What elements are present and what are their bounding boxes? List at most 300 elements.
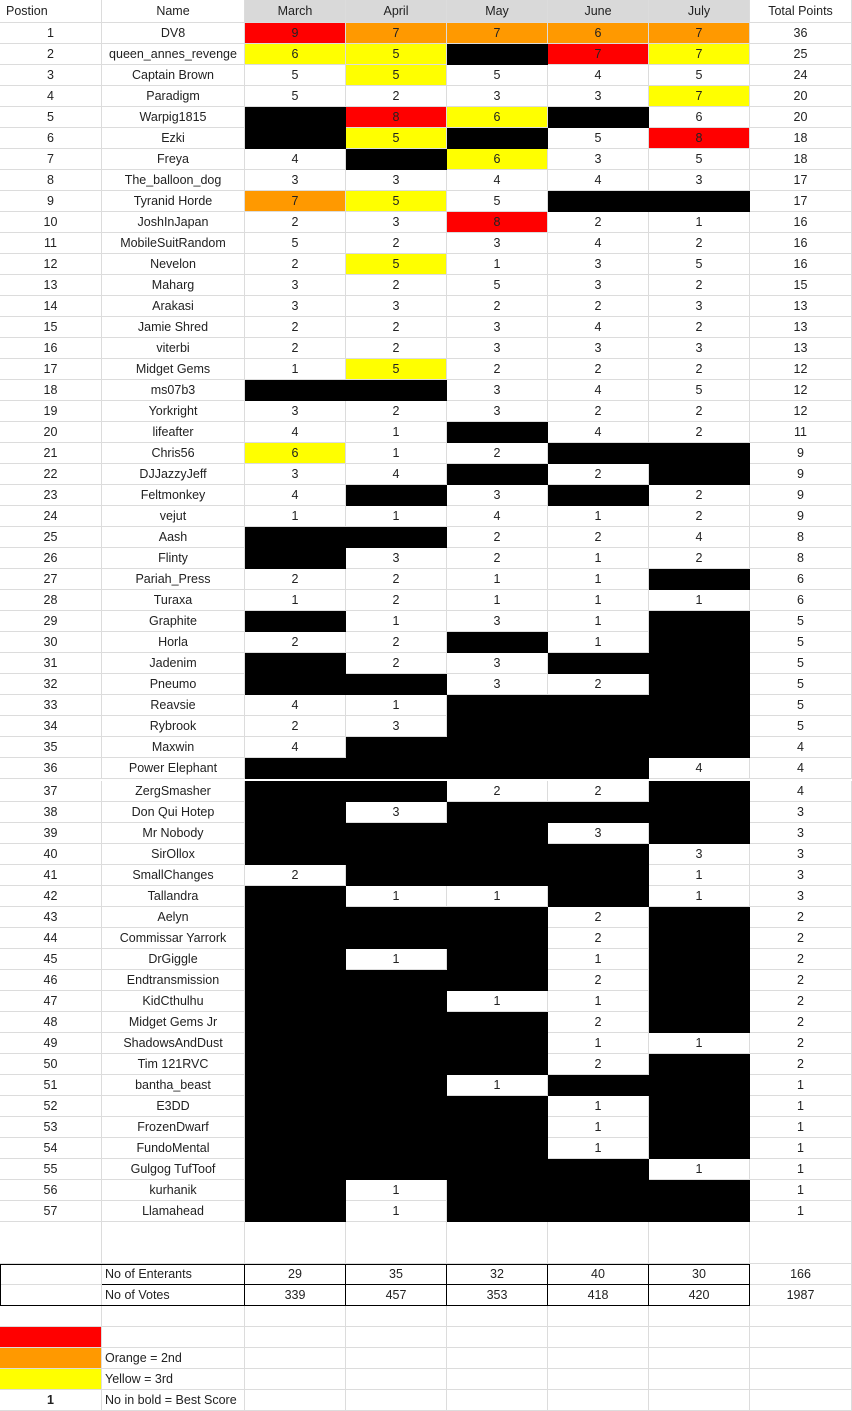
legend-text[interactable]: Orange = 2nd bbox=[102, 1348, 245, 1369]
month-score-cell[interactable]: 3 bbox=[447, 611, 548, 632]
month-score-cell[interactable] bbox=[649, 1180, 750, 1201]
month-score-cell[interactable] bbox=[548, 443, 649, 464]
total-points-cell[interactable]: 2 bbox=[750, 949, 852, 970]
month-score-cell[interactable]: 3 bbox=[447, 86, 548, 107]
month-score-cell[interactable]: 2 bbox=[649, 317, 750, 338]
position-cell[interactable]: 30 bbox=[0, 632, 102, 653]
summary-label-cell[interactable]: No of Enterants bbox=[102, 1264, 245, 1285]
month-score-cell[interactable] bbox=[447, 802, 548, 823]
month-score-cell[interactable] bbox=[548, 1159, 649, 1180]
month-score-cell[interactable] bbox=[649, 443, 750, 464]
player-name-cell[interactable]: lifeafter bbox=[102, 422, 245, 443]
month-score-cell[interactable]: 7 bbox=[649, 44, 750, 65]
position-cell[interactable]: 42 bbox=[0, 886, 102, 907]
month-score-cell[interactable] bbox=[447, 716, 548, 737]
empty-cell[interactable] bbox=[649, 1306, 750, 1327]
position-cell[interactable]: 14 bbox=[0, 296, 102, 317]
position-cell[interactable]: 34 bbox=[0, 716, 102, 737]
empty-cell[interactable] bbox=[0, 1264, 102, 1285]
position-cell[interactable]: 45 bbox=[0, 949, 102, 970]
empty-cell[interactable] bbox=[548, 1327, 649, 1348]
month-score-cell[interactable]: 9 bbox=[245, 23, 346, 44]
player-name-cell[interactable]: FundoMental bbox=[102, 1138, 245, 1159]
month-score-cell[interactable] bbox=[245, 802, 346, 823]
position-cell[interactable]: 2 bbox=[0, 44, 102, 65]
position-cell[interactable]: 57 bbox=[0, 1201, 102, 1222]
position-cell[interactable]: 53 bbox=[0, 1117, 102, 1138]
month-score-cell[interactable]: 2 bbox=[245, 338, 346, 359]
month-score-cell[interactable] bbox=[245, 991, 346, 1012]
summary-value-cell[interactable]: 457 bbox=[346, 1285, 447, 1306]
month-score-cell[interactable] bbox=[548, 886, 649, 907]
player-name-cell[interactable]: JoshInJapan bbox=[102, 212, 245, 233]
empty-cell[interactable] bbox=[548, 1348, 649, 1369]
position-cell[interactable]: 1 bbox=[0, 23, 102, 44]
total-points-cell[interactable]: 2 bbox=[750, 991, 852, 1012]
total-points-cell[interactable]: 17 bbox=[750, 191, 852, 212]
player-name-cell[interactable]: FrozenDwarf bbox=[102, 1117, 245, 1138]
month-score-cell[interactable] bbox=[245, 949, 346, 970]
player-name-cell[interactable]: Tyranid Horde bbox=[102, 191, 245, 212]
legend-text[interactable]: No in bold = Best Score bbox=[102, 1390, 245, 1411]
month-score-cell[interactable] bbox=[346, 907, 447, 928]
empty-cell[interactable] bbox=[548, 1306, 649, 1327]
month-score-cell[interactable]: 6 bbox=[447, 149, 548, 170]
month-score-cell[interactable] bbox=[245, 781, 346, 802]
total-points-cell[interactable]: 9 bbox=[750, 485, 852, 506]
month-score-cell[interactable] bbox=[447, 970, 548, 991]
month-score-cell[interactable]: 5 bbox=[548, 128, 649, 149]
player-name-cell[interactable]: ZergSmasher bbox=[102, 781, 245, 802]
total-points-cell[interactable]: 13 bbox=[750, 296, 852, 317]
month-score-cell[interactable]: 2 bbox=[649, 233, 750, 254]
month-score-cell[interactable]: 1 bbox=[447, 254, 548, 275]
total-points-cell[interactable]: 5 bbox=[750, 674, 852, 695]
month-score-cell[interactable]: 2 bbox=[346, 590, 447, 611]
total-points-cell[interactable]: 1 bbox=[750, 1096, 852, 1117]
month-score-cell[interactable] bbox=[245, 886, 346, 907]
player-name-cell[interactable]: queen_annes_revenge bbox=[102, 44, 245, 65]
summary-total-cell[interactable]: 166 bbox=[750, 1264, 852, 1285]
position-cell[interactable]: 24 bbox=[0, 506, 102, 527]
month-score-cell[interactable]: 5 bbox=[346, 44, 447, 65]
position-cell[interactable]: 46 bbox=[0, 970, 102, 991]
month-score-cell[interactable] bbox=[245, 758, 346, 779]
position-cell[interactable]: 22 bbox=[0, 464, 102, 485]
month-score-cell[interactable] bbox=[649, 991, 750, 1012]
month-score-cell[interactable] bbox=[649, 716, 750, 737]
total-points-cell[interactable]: 24 bbox=[750, 65, 852, 86]
player-name-cell[interactable]: Warpig1815 bbox=[102, 107, 245, 128]
total-points-cell[interactable]: 2 bbox=[750, 970, 852, 991]
position-cell[interactable]: 8 bbox=[0, 170, 102, 191]
month-score-cell[interactable]: 1 bbox=[548, 548, 649, 569]
month-score-cell[interactable]: 2 bbox=[245, 632, 346, 653]
empty-cell[interactable] bbox=[649, 1348, 750, 1369]
empty-cell[interactable] bbox=[750, 1348, 852, 1369]
month-score-cell[interactable]: 2 bbox=[245, 317, 346, 338]
player-name-cell[interactable]: Pariah_Press bbox=[102, 569, 245, 590]
total-points-cell[interactable]: 2 bbox=[750, 1012, 852, 1033]
month-score-cell[interactable]: 3 bbox=[245, 170, 346, 191]
month-score-cell[interactable] bbox=[346, 1096, 447, 1117]
empty-cell[interactable] bbox=[447, 1369, 548, 1390]
month-score-cell[interactable]: 8 bbox=[649, 128, 750, 149]
month-score-cell[interactable] bbox=[245, 1180, 346, 1201]
position-cell[interactable]: 26 bbox=[0, 548, 102, 569]
position-cell[interactable]: 55 bbox=[0, 1159, 102, 1180]
empty-cell[interactable] bbox=[447, 1390, 548, 1411]
position-cell[interactable]: 54 bbox=[0, 1138, 102, 1159]
total-points-cell[interactable]: 12 bbox=[750, 401, 852, 422]
month-score-cell[interactable] bbox=[447, 928, 548, 949]
month-score-cell[interactable]: 5 bbox=[447, 275, 548, 296]
month-score-cell[interactable] bbox=[649, 802, 750, 823]
month-score-cell[interactable] bbox=[346, 1159, 447, 1180]
name-header[interactable]: Name bbox=[102, 0, 245, 23]
total-points-cell[interactable]: 2 bbox=[750, 928, 852, 949]
position-cell[interactable]: 6 bbox=[0, 128, 102, 149]
total-points-cell[interactable]: 15 bbox=[750, 275, 852, 296]
month-score-cell[interactable]: 1 bbox=[346, 443, 447, 464]
position-cell[interactable]: 7 bbox=[0, 149, 102, 170]
month-score-cell[interactable]: 2 bbox=[649, 401, 750, 422]
total-points-cell[interactable]: 25 bbox=[750, 44, 852, 65]
month-score-cell[interactable] bbox=[548, 865, 649, 886]
position-cell[interactable]: 52 bbox=[0, 1096, 102, 1117]
month-score-cell[interactable]: 1 bbox=[649, 1033, 750, 1054]
player-name-cell[interactable]: Midget Gems Jr bbox=[102, 1012, 245, 1033]
empty-cell[interactable] bbox=[649, 1327, 750, 1348]
legend-swatch[interactable]: 1 bbox=[0, 1390, 102, 1411]
month-score-cell[interactable] bbox=[447, 1201, 548, 1222]
month-score-cell[interactable]: 2 bbox=[649, 422, 750, 443]
month-score-cell[interactable]: 2 bbox=[548, 464, 649, 485]
month-score-cell[interactable]: 4 bbox=[548, 380, 649, 401]
month-score-cell[interactable]: 3 bbox=[447, 380, 548, 401]
month-score-cell[interactable]: 2 bbox=[548, 296, 649, 317]
player-name-cell[interactable]: Yorkright bbox=[102, 401, 245, 422]
month-score-cell[interactable]: 1 bbox=[346, 886, 447, 907]
player-name-cell[interactable]: Endtransmission bbox=[102, 970, 245, 991]
position-cell[interactable]: 43 bbox=[0, 907, 102, 928]
position-cell[interactable]: 35 bbox=[0, 737, 102, 758]
month-score-cell[interactable] bbox=[649, 1012, 750, 1033]
total-points-cell[interactable]: 36 bbox=[750, 23, 852, 44]
month-score-cell[interactable] bbox=[346, 781, 447, 802]
position-cell[interactable]: 40 bbox=[0, 844, 102, 865]
empty-cell[interactable] bbox=[0, 1285, 102, 1306]
month-score-cell[interactable]: 6 bbox=[245, 443, 346, 464]
month-score-cell[interactable] bbox=[447, 865, 548, 886]
month-score-cell[interactable]: 1 bbox=[447, 569, 548, 590]
month-score-cell[interactable]: 2 bbox=[245, 212, 346, 233]
april-header[interactable]: April bbox=[346, 0, 447, 23]
month-score-cell[interactable] bbox=[447, 632, 548, 653]
position-cell[interactable]: 15 bbox=[0, 317, 102, 338]
month-score-cell[interactable]: 3 bbox=[245, 464, 346, 485]
month-score-cell[interactable] bbox=[447, 1033, 548, 1054]
month-score-cell[interactable] bbox=[649, 464, 750, 485]
month-score-cell[interactable]: 3 bbox=[346, 716, 447, 737]
month-score-cell[interactable] bbox=[245, 1033, 346, 1054]
player-name-cell[interactable]: Horla bbox=[102, 632, 245, 653]
player-name-cell[interactable]: ShadowsAndDust bbox=[102, 1033, 245, 1054]
month-score-cell[interactable]: 1 bbox=[447, 1075, 548, 1096]
month-score-cell[interactable]: 8 bbox=[346, 107, 447, 128]
position-cell[interactable]: 13 bbox=[0, 275, 102, 296]
total-points-cell[interactable]: 6 bbox=[750, 590, 852, 611]
month-score-cell[interactable] bbox=[245, 653, 346, 674]
month-score-cell[interactable]: 2 bbox=[447, 359, 548, 380]
month-score-cell[interactable]: 1 bbox=[548, 991, 649, 1012]
month-score-cell[interactable] bbox=[649, 1054, 750, 1075]
empty-cell[interactable] bbox=[102, 1222, 245, 1264]
total-points-cell[interactable]: 20 bbox=[750, 107, 852, 128]
month-score-cell[interactable] bbox=[548, 191, 649, 212]
month-score-cell[interactable] bbox=[649, 1075, 750, 1096]
position-cell[interactable]: 11 bbox=[0, 233, 102, 254]
month-score-cell[interactable] bbox=[245, 611, 346, 632]
month-score-cell[interactable]: 2 bbox=[346, 632, 447, 653]
position-cell[interactable]: 5 bbox=[0, 107, 102, 128]
month-score-cell[interactable]: 7 bbox=[346, 23, 447, 44]
month-score-cell[interactable]: 2 bbox=[346, 275, 447, 296]
summary-value-cell[interactable]: 29 bbox=[245, 1264, 346, 1285]
month-score-cell[interactable]: 3 bbox=[346, 170, 447, 191]
month-score-cell[interactable]: 2 bbox=[649, 506, 750, 527]
month-score-cell[interactable]: 1 bbox=[346, 611, 447, 632]
month-score-cell[interactable] bbox=[548, 695, 649, 716]
month-score-cell[interactable] bbox=[245, 823, 346, 844]
player-name-cell[interactable]: Gulgog TufToof bbox=[102, 1159, 245, 1180]
month-score-cell[interactable]: 2 bbox=[447, 781, 548, 802]
month-score-cell[interactable]: 2 bbox=[346, 401, 447, 422]
empty-cell[interactable] bbox=[750, 1222, 852, 1264]
month-score-cell[interactable]: 2 bbox=[346, 233, 447, 254]
total-points-cell[interactable]: 20 bbox=[750, 86, 852, 107]
month-score-cell[interactable]: 4 bbox=[649, 758, 750, 779]
march-header[interactable]: March bbox=[245, 0, 346, 23]
month-score-cell[interactable]: 3 bbox=[548, 275, 649, 296]
total-points-cell[interactable]: 1 bbox=[750, 1138, 852, 1159]
month-score-cell[interactable]: 3 bbox=[346, 802, 447, 823]
month-score-cell[interactable] bbox=[346, 674, 447, 695]
month-score-cell[interactable] bbox=[245, 1138, 346, 1159]
month-score-cell[interactable]: 3 bbox=[548, 149, 649, 170]
month-score-cell[interactable] bbox=[548, 758, 649, 779]
player-name-cell[interactable]: Maharg bbox=[102, 275, 245, 296]
month-score-cell[interactable] bbox=[649, 695, 750, 716]
total-points-cell[interactable]: 9 bbox=[750, 443, 852, 464]
month-score-cell[interactable] bbox=[447, 844, 548, 865]
position-cell[interactable]: 56 bbox=[0, 1180, 102, 1201]
empty-cell[interactable] bbox=[245, 1222, 346, 1264]
total-points-cell[interactable]: 5 bbox=[750, 611, 852, 632]
position-cell[interactable]: 28 bbox=[0, 590, 102, 611]
player-name-cell[interactable]: Pneumo bbox=[102, 674, 245, 695]
month-score-cell[interactable]: 1 bbox=[447, 886, 548, 907]
month-score-cell[interactable]: 7 bbox=[548, 44, 649, 65]
month-score-cell[interactable]: 3 bbox=[447, 317, 548, 338]
empty-cell[interactable] bbox=[0, 1222, 102, 1264]
month-score-cell[interactable]: 7 bbox=[649, 23, 750, 44]
month-score-cell[interactable] bbox=[447, 823, 548, 844]
player-name-cell[interactable]: Tim 121RVC bbox=[102, 1054, 245, 1075]
position-cell[interactable]: 50 bbox=[0, 1054, 102, 1075]
month-score-cell[interactable] bbox=[649, 970, 750, 991]
month-score-cell[interactable] bbox=[245, 128, 346, 149]
month-score-cell[interactable]: 6 bbox=[245, 44, 346, 65]
july-header[interactable]: July bbox=[649, 0, 750, 23]
month-score-cell[interactable]: 2 bbox=[346, 317, 447, 338]
month-score-cell[interactable] bbox=[447, 907, 548, 928]
month-score-cell[interactable] bbox=[245, 844, 346, 865]
month-score-cell[interactable]: 4 bbox=[548, 317, 649, 338]
month-score-cell[interactable] bbox=[245, 107, 346, 128]
month-score-cell[interactable]: 1 bbox=[649, 865, 750, 886]
position-cell[interactable]: 4 bbox=[0, 86, 102, 107]
month-score-cell[interactable] bbox=[649, 928, 750, 949]
position-cell[interactable]: 25 bbox=[0, 527, 102, 548]
month-score-cell[interactable]: 2 bbox=[649, 548, 750, 569]
total-points-cell[interactable]: 3 bbox=[750, 802, 852, 823]
month-score-cell[interactable] bbox=[649, 1117, 750, 1138]
month-score-cell[interactable] bbox=[346, 970, 447, 991]
month-score-cell[interactable]: 2 bbox=[447, 296, 548, 317]
summary-value-cell[interactable]: 353 bbox=[447, 1285, 548, 1306]
player-name-cell[interactable]: Commissar Yarrork bbox=[102, 928, 245, 949]
player-name-cell[interactable]: Llamahead bbox=[102, 1201, 245, 1222]
month-score-cell[interactable]: 3 bbox=[447, 485, 548, 506]
month-score-cell[interactable] bbox=[245, 674, 346, 695]
month-score-cell[interactable]: 5 bbox=[346, 191, 447, 212]
player-name-cell[interactable]: Rybrook bbox=[102, 716, 245, 737]
total-points-cell[interactable]: 12 bbox=[750, 380, 852, 401]
month-score-cell[interactable] bbox=[649, 632, 750, 653]
player-name-cell[interactable]: viterbi bbox=[102, 338, 245, 359]
player-name-cell[interactable]: Reavsie bbox=[102, 695, 245, 716]
month-score-cell[interactable] bbox=[245, 548, 346, 569]
empty-cell[interactable] bbox=[447, 1327, 548, 1348]
month-score-cell[interactable]: 5 bbox=[346, 359, 447, 380]
month-score-cell[interactable]: 2 bbox=[346, 86, 447, 107]
month-score-cell[interactable] bbox=[245, 527, 346, 548]
month-score-cell[interactable] bbox=[447, 949, 548, 970]
may-header[interactable]: May bbox=[447, 0, 548, 23]
month-score-cell[interactable]: 2 bbox=[548, 1012, 649, 1033]
total-points-cell[interactable]: 3 bbox=[750, 844, 852, 865]
month-score-cell[interactable] bbox=[548, 107, 649, 128]
total-points-cell[interactable]: 4 bbox=[750, 758, 852, 779]
empty-cell[interactable] bbox=[750, 1306, 852, 1327]
month-score-cell[interactable]: 4 bbox=[245, 422, 346, 443]
month-score-cell[interactable] bbox=[346, 928, 447, 949]
total-points-cell[interactable]: 16 bbox=[750, 254, 852, 275]
month-score-cell[interactable]: 2 bbox=[548, 401, 649, 422]
player-name-cell[interactable]: The_balloon_dog bbox=[102, 170, 245, 191]
month-score-cell[interactable] bbox=[649, 569, 750, 590]
month-score-cell[interactable]: 1 bbox=[649, 1159, 750, 1180]
player-name-cell[interactable]: DV8 bbox=[102, 23, 245, 44]
month-score-cell[interactable] bbox=[245, 1012, 346, 1033]
month-score-cell[interactable]: 3 bbox=[346, 212, 447, 233]
month-score-cell[interactable]: 4 bbox=[245, 737, 346, 758]
month-score-cell[interactable]: 2 bbox=[548, 907, 649, 928]
player-name-cell[interactable]: Arakasi bbox=[102, 296, 245, 317]
position-cell[interactable]: 48 bbox=[0, 1012, 102, 1033]
month-score-cell[interactable] bbox=[649, 949, 750, 970]
month-score-cell[interactable]: 2 bbox=[447, 548, 548, 569]
month-score-cell[interactable]: 6 bbox=[548, 23, 649, 44]
month-score-cell[interactable]: 1 bbox=[548, 506, 649, 527]
summary-value-cell[interactable]: 32 bbox=[447, 1264, 548, 1285]
total-points-cell[interactable]: 3 bbox=[750, 865, 852, 886]
month-score-cell[interactable]: 3 bbox=[649, 296, 750, 317]
total-points-cell[interactable]: 4 bbox=[750, 737, 852, 758]
month-score-cell[interactable]: 1 bbox=[346, 422, 447, 443]
month-score-cell[interactable] bbox=[447, 737, 548, 758]
month-score-cell[interactable]: 2 bbox=[548, 674, 649, 695]
total-points-cell[interactable]: 3 bbox=[750, 886, 852, 907]
position-cell[interactable]: 16 bbox=[0, 338, 102, 359]
month-score-cell[interactable]: 5 bbox=[346, 254, 447, 275]
month-score-cell[interactable]: 5 bbox=[447, 191, 548, 212]
month-score-cell[interactable] bbox=[447, 1096, 548, 1117]
month-score-cell[interactable] bbox=[346, 149, 447, 170]
total-points-cell[interactable]: 16 bbox=[750, 212, 852, 233]
month-score-cell[interactable]: 2 bbox=[548, 527, 649, 548]
month-score-cell[interactable] bbox=[649, 737, 750, 758]
month-score-cell[interactable]: 5 bbox=[245, 86, 346, 107]
player-name-cell[interactable]: KidCthulhu bbox=[102, 991, 245, 1012]
position-cell[interactable]: 3 bbox=[0, 65, 102, 86]
month-score-cell[interactable] bbox=[447, 1054, 548, 1075]
total-points-cell[interactable]: 3 bbox=[750, 823, 852, 844]
month-score-cell[interactable] bbox=[245, 970, 346, 991]
month-score-cell[interactable]: 5 bbox=[245, 233, 346, 254]
empty-cell[interactable] bbox=[548, 1369, 649, 1390]
month-score-cell[interactable] bbox=[649, 674, 750, 695]
total-points-cell[interactable]: 5 bbox=[750, 632, 852, 653]
month-score-cell[interactable]: 3 bbox=[548, 338, 649, 359]
month-score-cell[interactable] bbox=[649, 611, 750, 632]
month-score-cell[interactable]: 6 bbox=[649, 107, 750, 128]
player-name-cell[interactable]: Jadenim bbox=[102, 653, 245, 674]
month-score-cell[interactable]: 3 bbox=[447, 653, 548, 674]
total-points-cell[interactable]: 16 bbox=[750, 233, 852, 254]
total-points-cell[interactable]: 17 bbox=[750, 170, 852, 191]
month-score-cell[interactable]: 2 bbox=[548, 1054, 649, 1075]
empty-cell[interactable] bbox=[346, 1348, 447, 1369]
month-score-cell[interactable] bbox=[346, 380, 447, 401]
month-score-cell[interactable]: 6 bbox=[447, 107, 548, 128]
position-cell[interactable]: 44 bbox=[0, 928, 102, 949]
month-score-cell[interactable] bbox=[346, 527, 447, 548]
position-cell[interactable]: 17 bbox=[0, 359, 102, 380]
month-score-cell[interactable]: 1 bbox=[649, 590, 750, 611]
month-score-cell[interactable]: 1 bbox=[548, 611, 649, 632]
month-score-cell[interactable] bbox=[346, 737, 447, 758]
month-score-cell[interactable] bbox=[447, 422, 548, 443]
month-score-cell[interactable]: 3 bbox=[245, 296, 346, 317]
month-score-cell[interactable]: 1 bbox=[649, 886, 750, 907]
month-score-cell[interactable]: 2 bbox=[649, 359, 750, 380]
month-score-cell[interactable]: 2 bbox=[548, 212, 649, 233]
month-score-cell[interactable] bbox=[346, 844, 447, 865]
month-score-cell[interactable]: 3 bbox=[245, 401, 346, 422]
empty-cell[interactable] bbox=[750, 1369, 852, 1390]
